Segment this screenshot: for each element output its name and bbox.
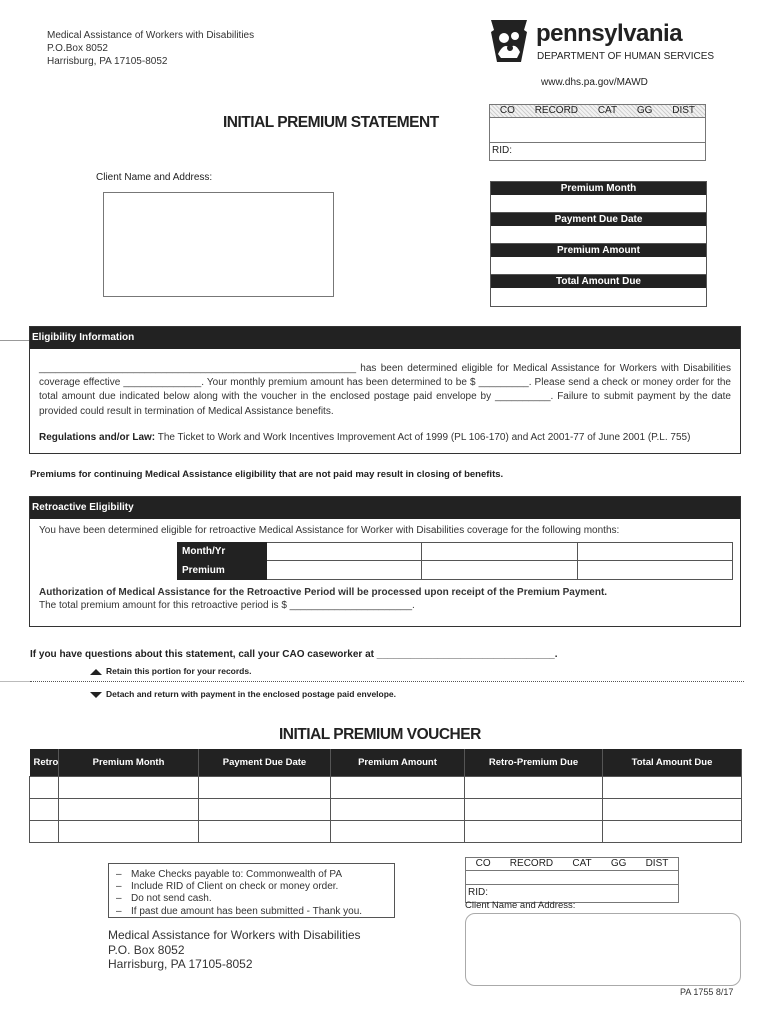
code-col-co: CO [475,858,491,869]
voucher-cell[interactable] [59,820,199,842]
website-link[interactable]: www.dhs.pa.gov/MAWD [541,77,648,88]
retroactive-month-grid [177,542,733,580]
voucher-cell[interactable] [30,798,59,820]
voucher-cell[interactable] [331,776,465,798]
pa-dhs-logo [489,18,719,64]
return-address [108,928,361,972]
retro-premium-label: Premium [177,561,267,580]
voucher-col-retro: Retro [30,749,59,776]
case-code-header [466,858,678,871]
voucher-cell[interactable] [465,776,603,798]
voucher-row [30,776,742,798]
instruction-item: – Include RID of Client on check or money order. [116,881,394,893]
code-col-dist: DIST [672,105,696,116]
premium-month-header: Premium Month [491,182,706,195]
client-address-label: Client Name and Address: [96,172,213,183]
voucher-cell[interactable] [30,776,59,798]
code-col-record: RECORD [509,858,554,869]
agency-line-2: P.O.Box 8052 [47,43,108,54]
rid-field[interactable] [490,143,705,160]
logo-state-name: pennsylvania [536,20,683,47]
rid-label: RID: [468,887,488,898]
case-code-box-bottom [465,857,679,903]
left-margin-rule [0,340,29,341]
code-col-gg: GG [636,105,653,116]
return-address-line-2: P.O. Box 8052 [108,942,185,957]
voucher-col-premium-month: Premium Month [59,749,199,776]
voucher-cell[interactable] [199,776,331,798]
voucher-col-payment-due-date: Payment Due Date [199,749,331,776]
retroactive-panel [29,496,741,627]
detach-cut-line [30,681,744,682]
retroactive-heading: Retroactive Eligibility [30,497,740,519]
eligibility-body: _________________________________________________________ has been determined eligible for Medical Assistance for Workers with Disabilities coverage effective ______________. Your monthly premium amount has been determined to be $ _________. Please send a check or money order for the total amount due indicated below along with the voucher in the enclosed postage paid envelope by __________. Failure to submit payment by the date provided could result in termination of Medical Assistance benefits. [39,363,731,417]
voucher-cell[interactable] [199,798,331,820]
regulations-label: Regulations and/or Law: [39,432,156,443]
voucher-cell[interactable] [331,798,465,820]
voucher-cell[interactable] [331,820,465,842]
payment-due-date-field[interactable] [491,226,706,244]
premium-info-stack [490,181,707,307]
code-col-gg: GG [610,858,627,869]
keystone-logo-icon [489,18,529,64]
client-address-label: Client Name and Address: [465,900,576,911]
voucher-col-retro-premium-due: Retro-Premium Due [465,749,603,776]
case-code-field[interactable] [466,871,678,885]
agency-line-3: Harrisburg, PA 17105-8052 [47,56,168,67]
code-col-dist: DIST [645,858,669,869]
retro-month-label: Month/Yr [177,542,267,561]
instruction-item: – Make Checks payable to: Commonwealth of PA [116,869,394,881]
instruction-item: – If past due amount has been submitted - Thank you. [116,906,394,918]
rid-label: RID: [492,145,512,156]
retroactive-intro: You have been determined eligible for retroactive Medical Assistance for Worker with Disabilities coverage for the following months: [39,525,620,536]
agency-line-1: Medical Assistance of Workers with Disabilities [47,30,255,41]
voucher-row [30,820,742,842]
retro-premium-cell[interactable] [422,561,577,580]
agency-address [47,29,254,68]
statement-title: INITIAL PREMIUM STATEMENT [223,114,439,131]
regulations-line [39,431,731,445]
payment-instructions-box [108,863,395,918]
voucher-cell[interactable] [603,820,742,842]
form-number: PA 1755 8/17 [680,987,734,997]
retro-month-cell[interactable] [578,542,733,561]
premium-amount-field[interactable] [491,257,706,275]
voucher-cell[interactable] [465,820,603,842]
code-col-co: CO [499,105,515,116]
retro-premium-cell[interactable] [267,561,422,580]
voucher-col-total-amount-due: Total Amount Due [603,749,742,776]
voucher-cell[interactable] [199,820,331,842]
voucher-title: INITIAL PREMIUM VOUCHER [279,726,481,743]
voucher-cell[interactable] [59,776,199,798]
total-amount-due-field[interactable] [491,288,706,306]
premium-month-field[interactable] [491,195,706,213]
retro-month-cell[interactable] [422,542,577,561]
return-address-line-1: Medical Assistance for Workers with Disabilities [108,928,361,942]
total-amount-due-header: Total Amount Due [491,275,706,288]
voucher-row [30,798,742,820]
detach-instruction [90,689,396,699]
retain-text: Retain this portion for your records. [106,666,252,676]
logo-department: DEPARTMENT OF HUMAN SERVICES [537,51,715,62]
cao-contact-line: If you have questions about this statement, call your CAO caseworker at ________________________________. [30,649,558,660]
voucher-cell[interactable] [59,798,199,820]
premiums-notice: Premiums for continuing Medical Assistance eligibility that are not paid may result in closing of benefits. [30,469,504,480]
retroactive-authorization: Authorization of Medical Assistance for the Retroactive Period will be processed upon receipt of the Premium Payment. [39,587,608,598]
instruction-item: – Do not send cash. [116,893,394,905]
code-col-cat: CAT [597,105,618,116]
premium-amount-header: Premium Amount [491,244,706,257]
case-code-box-top [489,104,706,161]
arrow-down-icon [90,692,102,698]
voucher-table [29,749,742,843]
voucher-col-premium-amount: Premium Amount [331,749,465,776]
retro-premium-cell[interactable] [578,561,733,580]
client-address-box[interactable] [465,913,741,986]
voucher-cell[interactable] [603,798,742,820]
regulations-text: The Ticket to Work and Work Incentives Improvement Act of 1999 (PL 106-170) and Act 2001-77 of June 2001 (P.L. 755) [155,432,691,443]
voucher-cell[interactable] [465,798,603,820]
voucher-header-row [30,749,742,776]
retain-instruction [90,666,251,676]
detach-text: Detach and return with payment in the enclosed postage paid envelope. [106,689,397,699]
return-address-line-3: Harrisburg, PA 17105-8052 [108,957,253,971]
eligibility-panel [29,326,741,454]
payment-due-date-header: Payment Due Date [491,213,706,226]
voucher-cell[interactable] [30,820,59,842]
arrow-up-icon [90,669,102,675]
retro-premium-row [177,561,733,580]
eligibility-heading: Eligibility Information [30,327,740,349]
voucher-cell[interactable] [603,776,742,798]
retroactive-total: The total premium amount for this retroactive period is $ ______________________. [39,600,415,611]
retro-month-cell[interactable] [267,542,422,561]
code-col-record: RECORD [534,105,579,116]
cut-line-margin [0,681,30,682]
retro-month-row [177,542,733,561]
code-col-cat: CAT [572,858,592,869]
client-address-box[interactable] [103,192,334,297]
case-code-field[interactable] [490,118,705,143]
case-code-header [490,105,705,118]
